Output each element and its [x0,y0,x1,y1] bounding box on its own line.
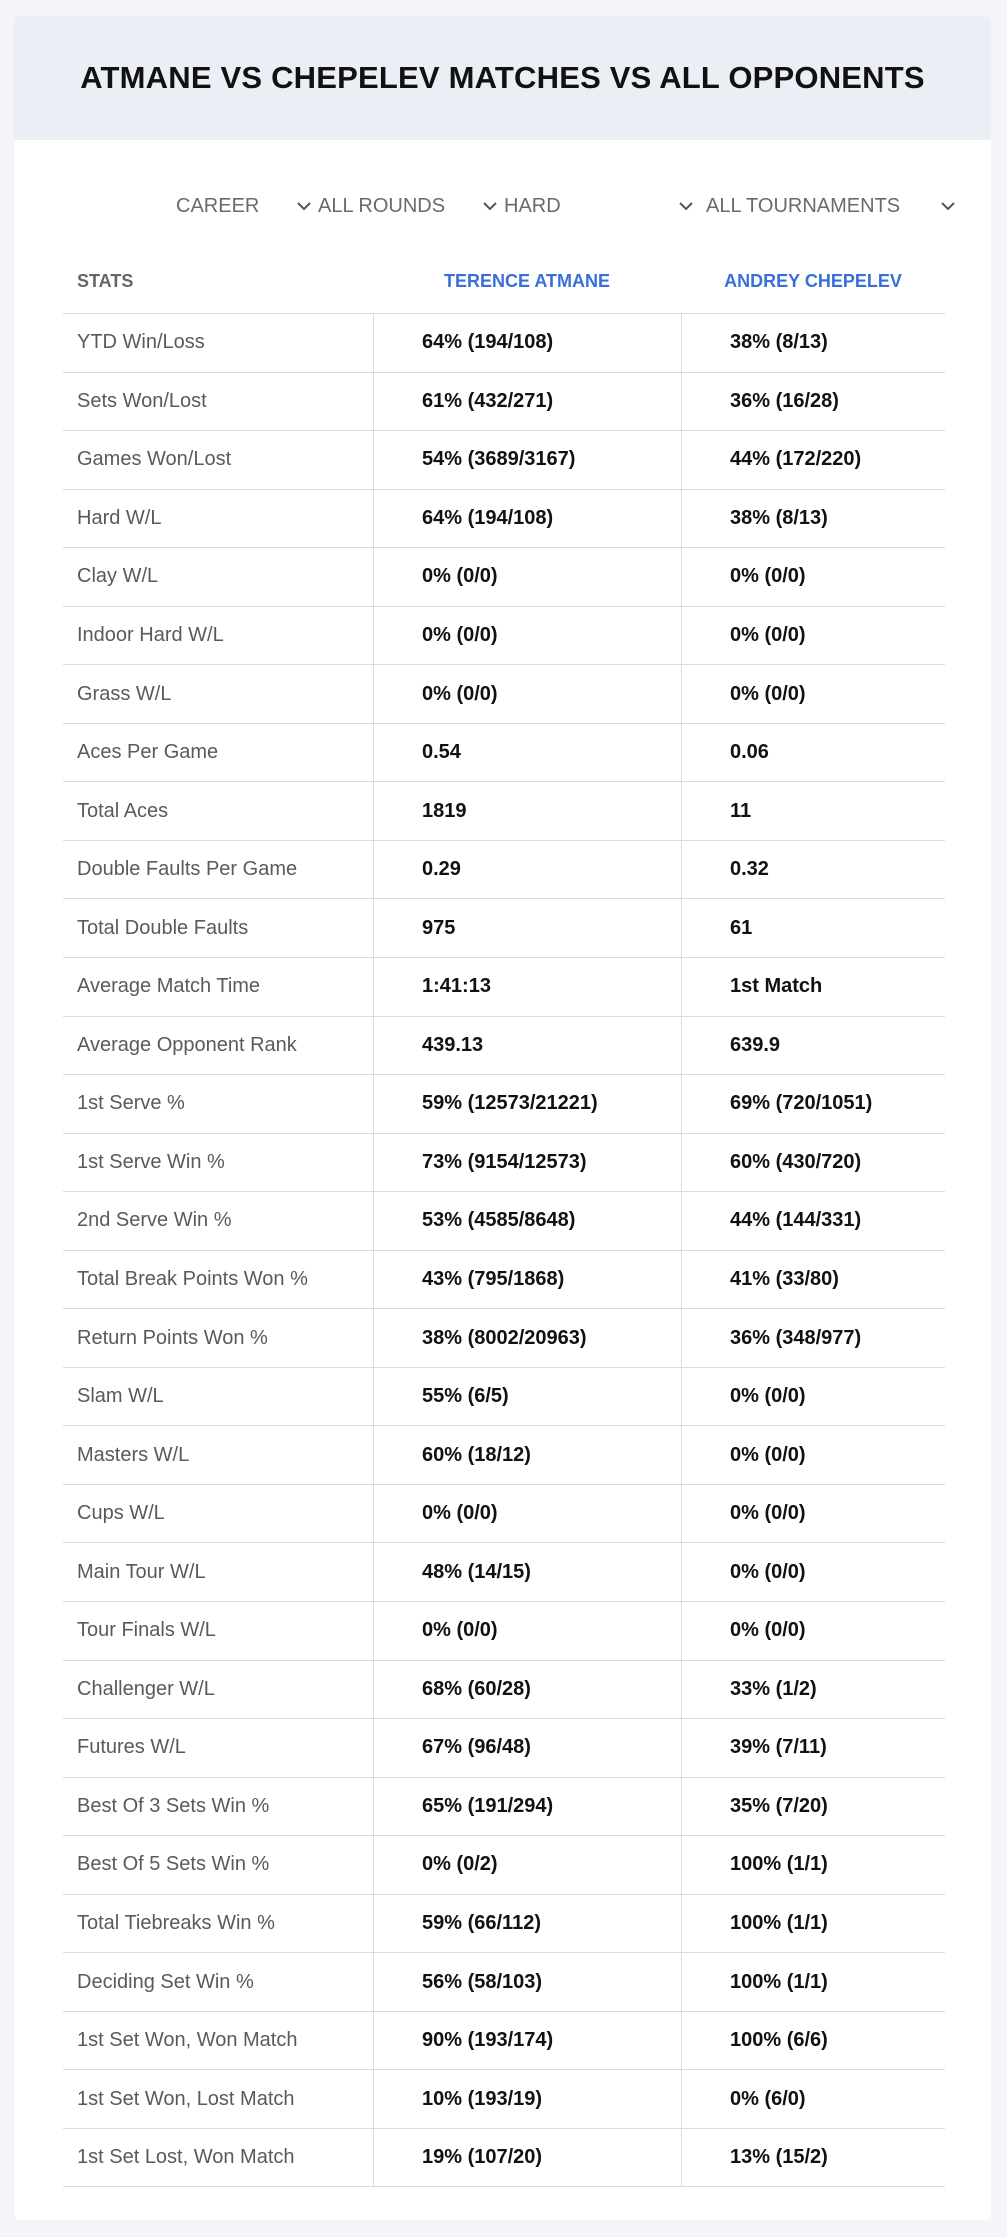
player1-value: 65% (191/294) [373,1778,681,1836]
table-row [63,1894,945,1953]
column-header-player1[interactable]: TERENCE ATMANE [444,270,610,291]
player1-value: 54% (3689/3167) [373,431,681,489]
player1-value: 56% (58/103) [373,1953,681,2011]
player1-value: 0.54 [373,724,681,782]
player1-value: 0% (0/2) [373,1836,681,1894]
player2-value: 0% (0/0) [681,1426,945,1484]
table-row [63,372,945,431]
table-row [63,313,945,372]
chevron-down-icon [482,198,498,214]
rounds-select[interactable] [318,186,498,226]
stat-label: Cups W/L [77,1502,165,1525]
player1-value: 0% (0/0) [373,665,681,723]
table-row [63,1777,945,1836]
table-row [63,1718,945,1777]
stat-label: Clay W/L [77,565,159,588]
player2-value: 100% (6/6) [681,2012,945,2070]
tournaments-select[interactable] [706,186,956,226]
table-row [63,1952,945,2011]
stat-label: Total Aces [77,799,169,822]
stat-label: Total Tiebreaks Win % [77,1912,275,1935]
player1-value: 53% (4585/8648) [373,1192,681,1250]
stat-label: Sets Won/Lost [77,389,207,412]
stats-card [14,16,991,2220]
stat-label: Return Points Won % [77,1326,268,1349]
column-header-player2[interactable]: ANDREY CHEPELEV [724,270,902,291]
table-row [63,489,945,548]
player2-value: 44% (172/220) [681,431,945,489]
player1-value: 0% (0/0) [373,548,681,606]
table-row [63,1601,945,1660]
player2-value: 639.9 [681,1017,945,1075]
stat-label: 1st Serve % [77,1092,185,1115]
stat-label: Slam W/L [77,1385,164,1408]
player2-value: 33% (1/2) [681,1661,945,1719]
player1-value: 43% (795/1868) [373,1251,681,1309]
player2-value: 44% (144/331) [681,1192,945,1250]
player1-value: 975 [373,899,681,957]
page-title: ATMANE VS CHEPELEV MATCHES VS ALL OPPONENTS [80,60,925,95]
player1-value: 60% (18/12) [373,1426,681,1484]
stat-label: 1st Serve Win % [77,1150,225,1173]
player2-value: 39% (7/11) [681,1719,945,1777]
table-row [63,1191,945,1250]
card-header [14,16,991,140]
stat-label: YTD Win/Loss [77,331,205,354]
player1-value: 1:41:13 [373,958,681,1016]
table-row [63,2011,945,2070]
player2-value: 100% (1/1) [681,1895,945,1953]
player2-value: 0% (0/0) [681,665,945,723]
stat-label: Games Won/Lost [77,448,232,471]
table-row [63,1835,945,1894]
stat-label: Tour Finals W/L [77,1619,216,1642]
player2-value: 41% (33/80) [681,1251,945,1309]
player2-value: 13% (15/2) [681,2129,945,2186]
player1-value: 59% (12573/21221) [373,1075,681,1133]
player2-value: 0.06 [681,724,945,782]
table-row [63,1660,945,1719]
column-header-stats: STATS [77,270,134,291]
player1-value: 10% (193/19) [373,2070,681,2128]
player1-value: 0.29 [373,841,681,899]
player2-value: 35% (7/20) [681,1778,945,1836]
chevron-down-icon [678,198,694,214]
stat-label: 2nd Serve Win % [77,1209,232,1232]
player2-value: 11 [681,782,945,840]
table-row [63,430,945,489]
player2-value: 36% (16/28) [681,373,945,431]
player1-value: 0% (0/0) [373,607,681,665]
player2-value: 69% (720/1051) [681,1075,945,1133]
stat-label: Hard W/L [77,506,162,529]
player2-value: 0% (0/0) [681,1368,945,1426]
stat-label: Challenger W/L [77,1677,215,1700]
stat-label: Best Of 5 Sets Win % [77,1853,270,1876]
stats-table-body [63,313,945,2187]
table-row [63,1484,945,1543]
tournaments-select-value: ALL TOURNAMENTS [706,194,901,217]
player2-value: 0% (0/0) [681,1485,945,1543]
table-row [63,1425,945,1484]
player2-value: 100% (1/1) [681,1836,945,1894]
chevron-down-icon [940,198,956,214]
player2-value: 38% (8/13) [681,314,945,372]
player1-value: 439.13 [373,1017,681,1075]
stat-label: Grass W/L [77,682,172,705]
table-row [63,1074,945,1133]
player2-value: 0% (0/0) [681,1602,945,1660]
player1-value: 1819 [373,782,681,840]
stat-label: Total Break Points Won % [77,1268,308,1291]
stat-label: 1st Set Won, Won Match [77,2029,298,2052]
table-row [63,1308,945,1367]
stat-label: Aces Per Game [77,741,219,764]
table-row [63,840,945,899]
player2-value: 61 [681,899,945,957]
player2-value: 0% (0/0) [681,548,945,606]
filter-bar [14,186,991,226]
rounds-select-value: ALL ROUNDS [318,194,446,217]
player2-value: 0% (0/0) [681,1543,945,1601]
surface-select[interactable] [504,186,694,226]
stat-label: Total Double Faults [77,916,249,939]
player2-value: 0% (6/0) [681,2070,945,2128]
table-row [63,1542,945,1601]
player1-value: 64% (194/108) [373,314,681,372]
stat-label: Futures W/L [77,1736,186,1759]
player2-value: 0.32 [681,841,945,899]
table-row [63,723,945,782]
table-row [63,1133,945,1192]
player2-value: 0% (0/0) [681,607,945,665]
period-select-value: CAREER [176,194,260,217]
table-header [63,251,945,311]
table-row [63,781,945,840]
player2-value: 100% (1/1) [681,1953,945,2011]
player2-value: 60% (430/720) [681,1134,945,1192]
player1-value: 64% (194/108) [373,490,681,548]
player1-value: 67% (96/48) [373,1719,681,1777]
period-select[interactable] [176,186,312,226]
stat-label: Deciding Set Win % [77,1970,254,1993]
table-row [63,1250,945,1309]
stat-label: Average Opponent Rank [77,1033,297,1056]
table-row [63,2069,945,2128]
player1-value: 90% (193/174) [373,2012,681,2070]
stat-label: Indoor Hard W/L [77,624,224,646]
stat-label: Average Match Time [77,975,261,998]
player1-value: 38% (8002/20963) [373,1309,681,1367]
table-row [63,664,945,723]
table-row [63,898,945,957]
player1-value: 61% (432/271) [373,373,681,431]
player2-value: 36% (348/977) [681,1309,945,1367]
player1-value: 68% (60/28) [373,1661,681,1719]
table-row [63,957,945,1016]
player1-value: 48% (14/15) [373,1543,681,1601]
player1-value: 19% (107/20) [373,2129,681,2186]
stat-label: Double Faults Per Game [77,858,298,881]
surface-select-value: HARD [504,194,561,217]
player2-value: 1st Match [681,958,945,1016]
player1-value: 0% (0/0) [373,1602,681,1660]
table-row [63,547,945,606]
table-row [63,2128,945,2187]
player2-value: 38% (8/13) [681,490,945,548]
player1-value: 59% (66/112) [373,1895,681,1953]
stat-label: Best Of 3 Sets Win % [77,1794,270,1817]
chevron-down-icon [296,198,312,214]
stat-label: 1st Set Won, Lost Match [77,2087,295,2110]
table-row [63,606,945,665]
stat-label: 1st Set Lost, Won Match [77,2145,295,2168]
stat-label: Masters W/L [77,1443,190,1466]
table-row [63,1016,945,1075]
player1-value: 55% (6/5) [373,1368,681,1426]
player1-value: 0% (0/0) [373,1485,681,1543]
stat-label: Main Tour W/L [77,1560,206,1583]
table-row [63,1367,945,1426]
player1-value: 73% (9154/12573) [373,1134,681,1192]
